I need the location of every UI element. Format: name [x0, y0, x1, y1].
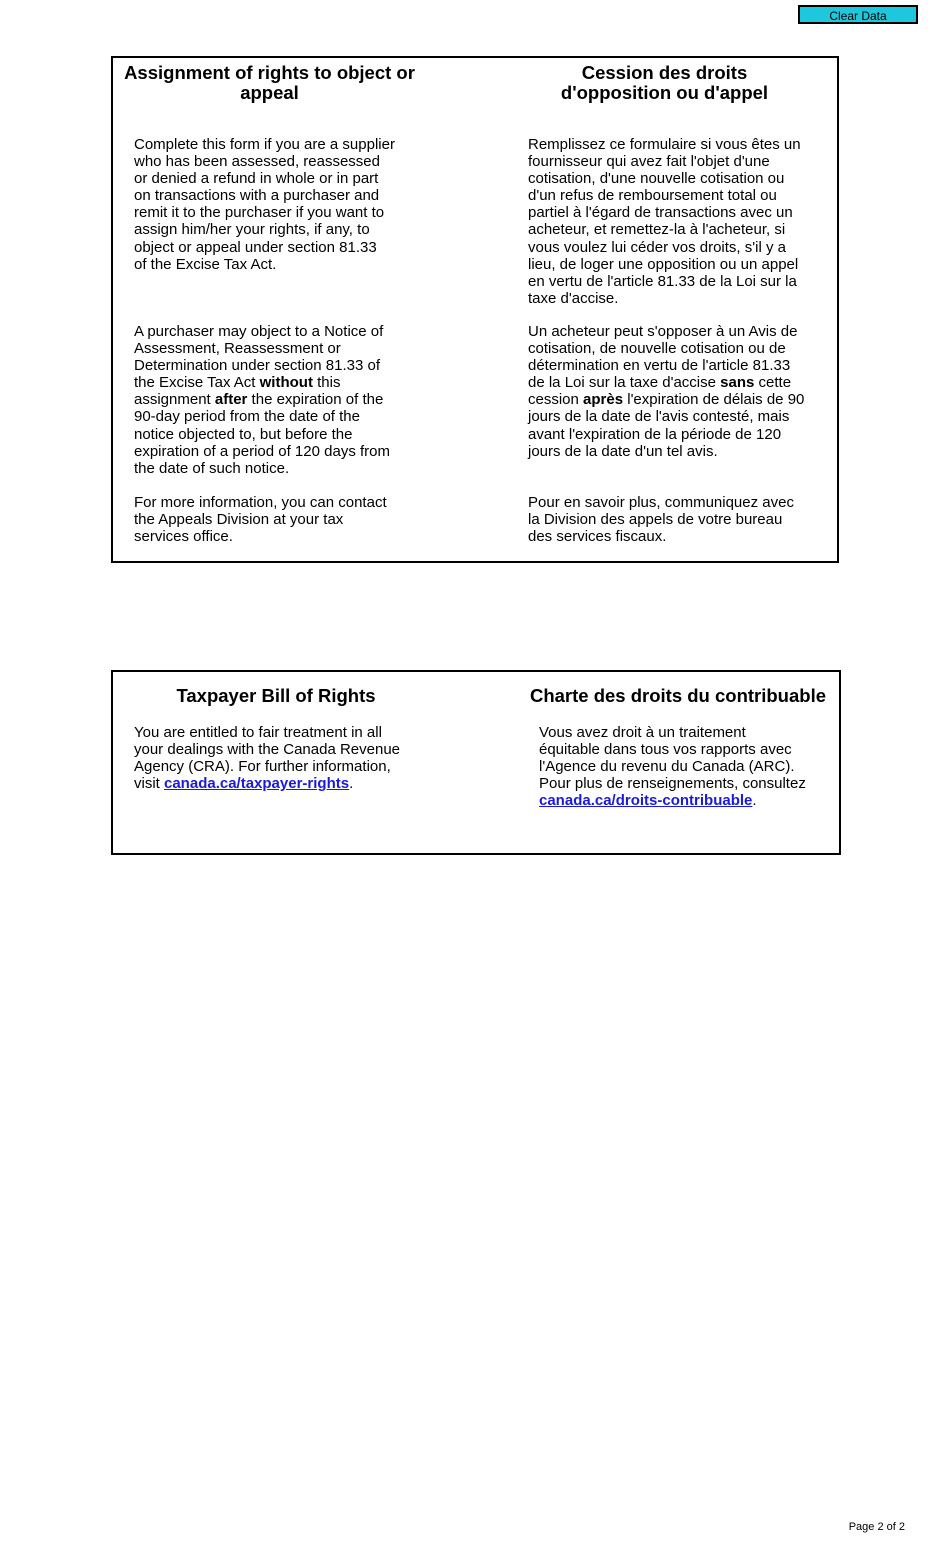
text-line: Determination under section 81.33 of: [134, 357, 380, 375]
text-line: cotisation, d'une nouvelle cotisation ou: [528, 170, 785, 188]
assignment-title-en: [118, 63, 421, 103]
text-line: notice objected to, but before the: [134, 425, 353, 443]
assignment-en-contact: [134, 494, 387, 545]
assignment-box: [111, 56, 839, 563]
emphasis-sans: sans: [720, 374, 755, 392]
text-line: d'un refus de remboursement total ou: [528, 187, 777, 205]
text-line: jours de la date de l'avis contesté, mais: [528, 408, 790, 426]
title-line: Cession des droits: [581, 62, 748, 83]
text-line: remit it to the purchaser if you want to: [134, 204, 385, 222]
text-line: Agency (CRA). For further information,: [134, 758, 391, 776]
text-line: partiel à l'égard de transactions avec un: [528, 204, 793, 222]
assignment-fr-intro: [528, 136, 801, 307]
text-line: on transactions with a purchaser and: [134, 187, 380, 205]
text-line: expiration of a period of 120 days from: [134, 442, 390, 460]
text-line: of the Excise Tax Act.: [134, 255, 277, 273]
text-line: who has been assessed, reassessed: [134, 153, 380, 171]
text-segment: the expiration of the: [247, 391, 384, 409]
droits-contribuable-link[interactable]: canada.ca/droits-contribuable: [539, 792, 753, 810]
text-segment: de la Loi sur la taxe d'accise: [528, 374, 721, 392]
assignment-en-intro: [134, 136, 395, 273]
bill-of-rights-fr-text: [539, 724, 806, 809]
text-line: avant l'expiration de la période de 120: [528, 425, 782, 443]
bill-of-rights-title-en: Taxpayer Bill of Rights: [176, 685, 376, 706]
assignment-fr-contact: [528, 494, 794, 545]
text-line: cotisation, de nouvelle cotisation ou de: [528, 340, 786, 358]
text-line: Pour en savoir plus, communiquez avec: [528, 494, 794, 511]
text-line: or denied a refund in whole or in part: [134, 170, 379, 188]
text-line: taxe d'accise.: [528, 289, 619, 307]
text-segment: l'expiration de délais de 90: [623, 391, 805, 409]
text-line: Un acheteur peut s'opposer à un Avis de: [528, 323, 798, 340]
text-line: services office.: [134, 528, 233, 546]
emphasis-without: without: [259, 374, 313, 392]
clear-data-button[interactable]: Clear Data: [798, 5, 918, 24]
text-line: Pour plus de renseignements, consultez: [539, 775, 806, 793]
text-line: fournisseur qui avez fait l'objet d'une: [528, 153, 770, 171]
text-line: You are entitled to fair treatment in all: [134, 724, 382, 741]
text-line: en vertu de l'article 81.33 de la Loi sur la: [528, 272, 797, 290]
text-segment: .: [349, 775, 354, 793]
text-segment: cette: [754, 374, 792, 392]
page-number: Page 2 of 2: [848, 1521, 905, 1533]
text-line: des services fiscaux.: [528, 528, 667, 546]
emphasis-after: after: [214, 391, 248, 409]
text-line: jours de la date d'un tel avis.: [528, 442, 718, 460]
text-line: assign him/her your rights, if any, to: [134, 221, 370, 239]
text-line: Remplissez ce formulaire si vous êtes un: [528, 136, 801, 153]
text-line: la Division des appels de votre bureau: [528, 511, 783, 529]
bill-of-rights-title-fr: Charte des droits du contribuable: [529, 685, 827, 706]
text-segment: the Excise Tax Act: [134, 374, 260, 392]
text-line: Complete this form if you are a supplier: [134, 136, 395, 153]
text-line: lieu, de loger une opposition ou un appel: [528, 255, 799, 273]
text-line: the Appeals Division at your tax: [134, 511, 344, 529]
text-line: For more information, you can contact: [134, 494, 387, 511]
taxpayer-rights-link[interactable]: canada.ca/taxpayer-rights: [164, 775, 350, 793]
text-line: l'Agence du revenu du Canada (ARC).: [539, 758, 795, 776]
text-line: équitable dans tous vos rapports avec: [539, 741, 792, 759]
title-line: d'opposition ou d'appel: [560, 82, 769, 103]
text-segment: visit: [134, 775, 164, 793]
assignment-en-objection: [134, 323, 390, 477]
text-segment: .: [752, 792, 757, 810]
text-line: détermination en vertu de l'article 81.33: [528, 357, 791, 375]
text-segment: cession: [528, 391, 584, 409]
title-line: appeal: [240, 82, 299, 103]
text-line: Assessment, Reassessment or: [134, 340, 341, 358]
text-line: the date of such notice.: [134, 459, 290, 477]
text-segment: assignment: [134, 391, 215, 409]
assignment-title-fr: [512, 63, 817, 103]
text-line: A purchaser may object to a Notice of: [134, 323, 384, 340]
text-line: Vous avez droit à un traitement: [539, 724, 746, 741]
emphasis-apres: après: [583, 391, 624, 409]
bill-of-rights-en-text: [134, 724, 400, 792]
text-line: acheteur, et remettez-la à l'acheteur, si: [528, 221, 786, 239]
text-segment: this: [312, 374, 341, 392]
text-line: 90-day period from the date of the: [134, 408, 360, 426]
assignment-fr-objection: [528, 323, 804, 460]
text-line: your dealings with the Canada Revenue: [134, 741, 401, 759]
text-line: vous voulez lui céder vos droits, s'il y a: [528, 238, 786, 256]
text-line: object or appeal under section 81.33: [134, 238, 377, 256]
title-line: Assignment of rights to object or: [124, 62, 415, 83]
